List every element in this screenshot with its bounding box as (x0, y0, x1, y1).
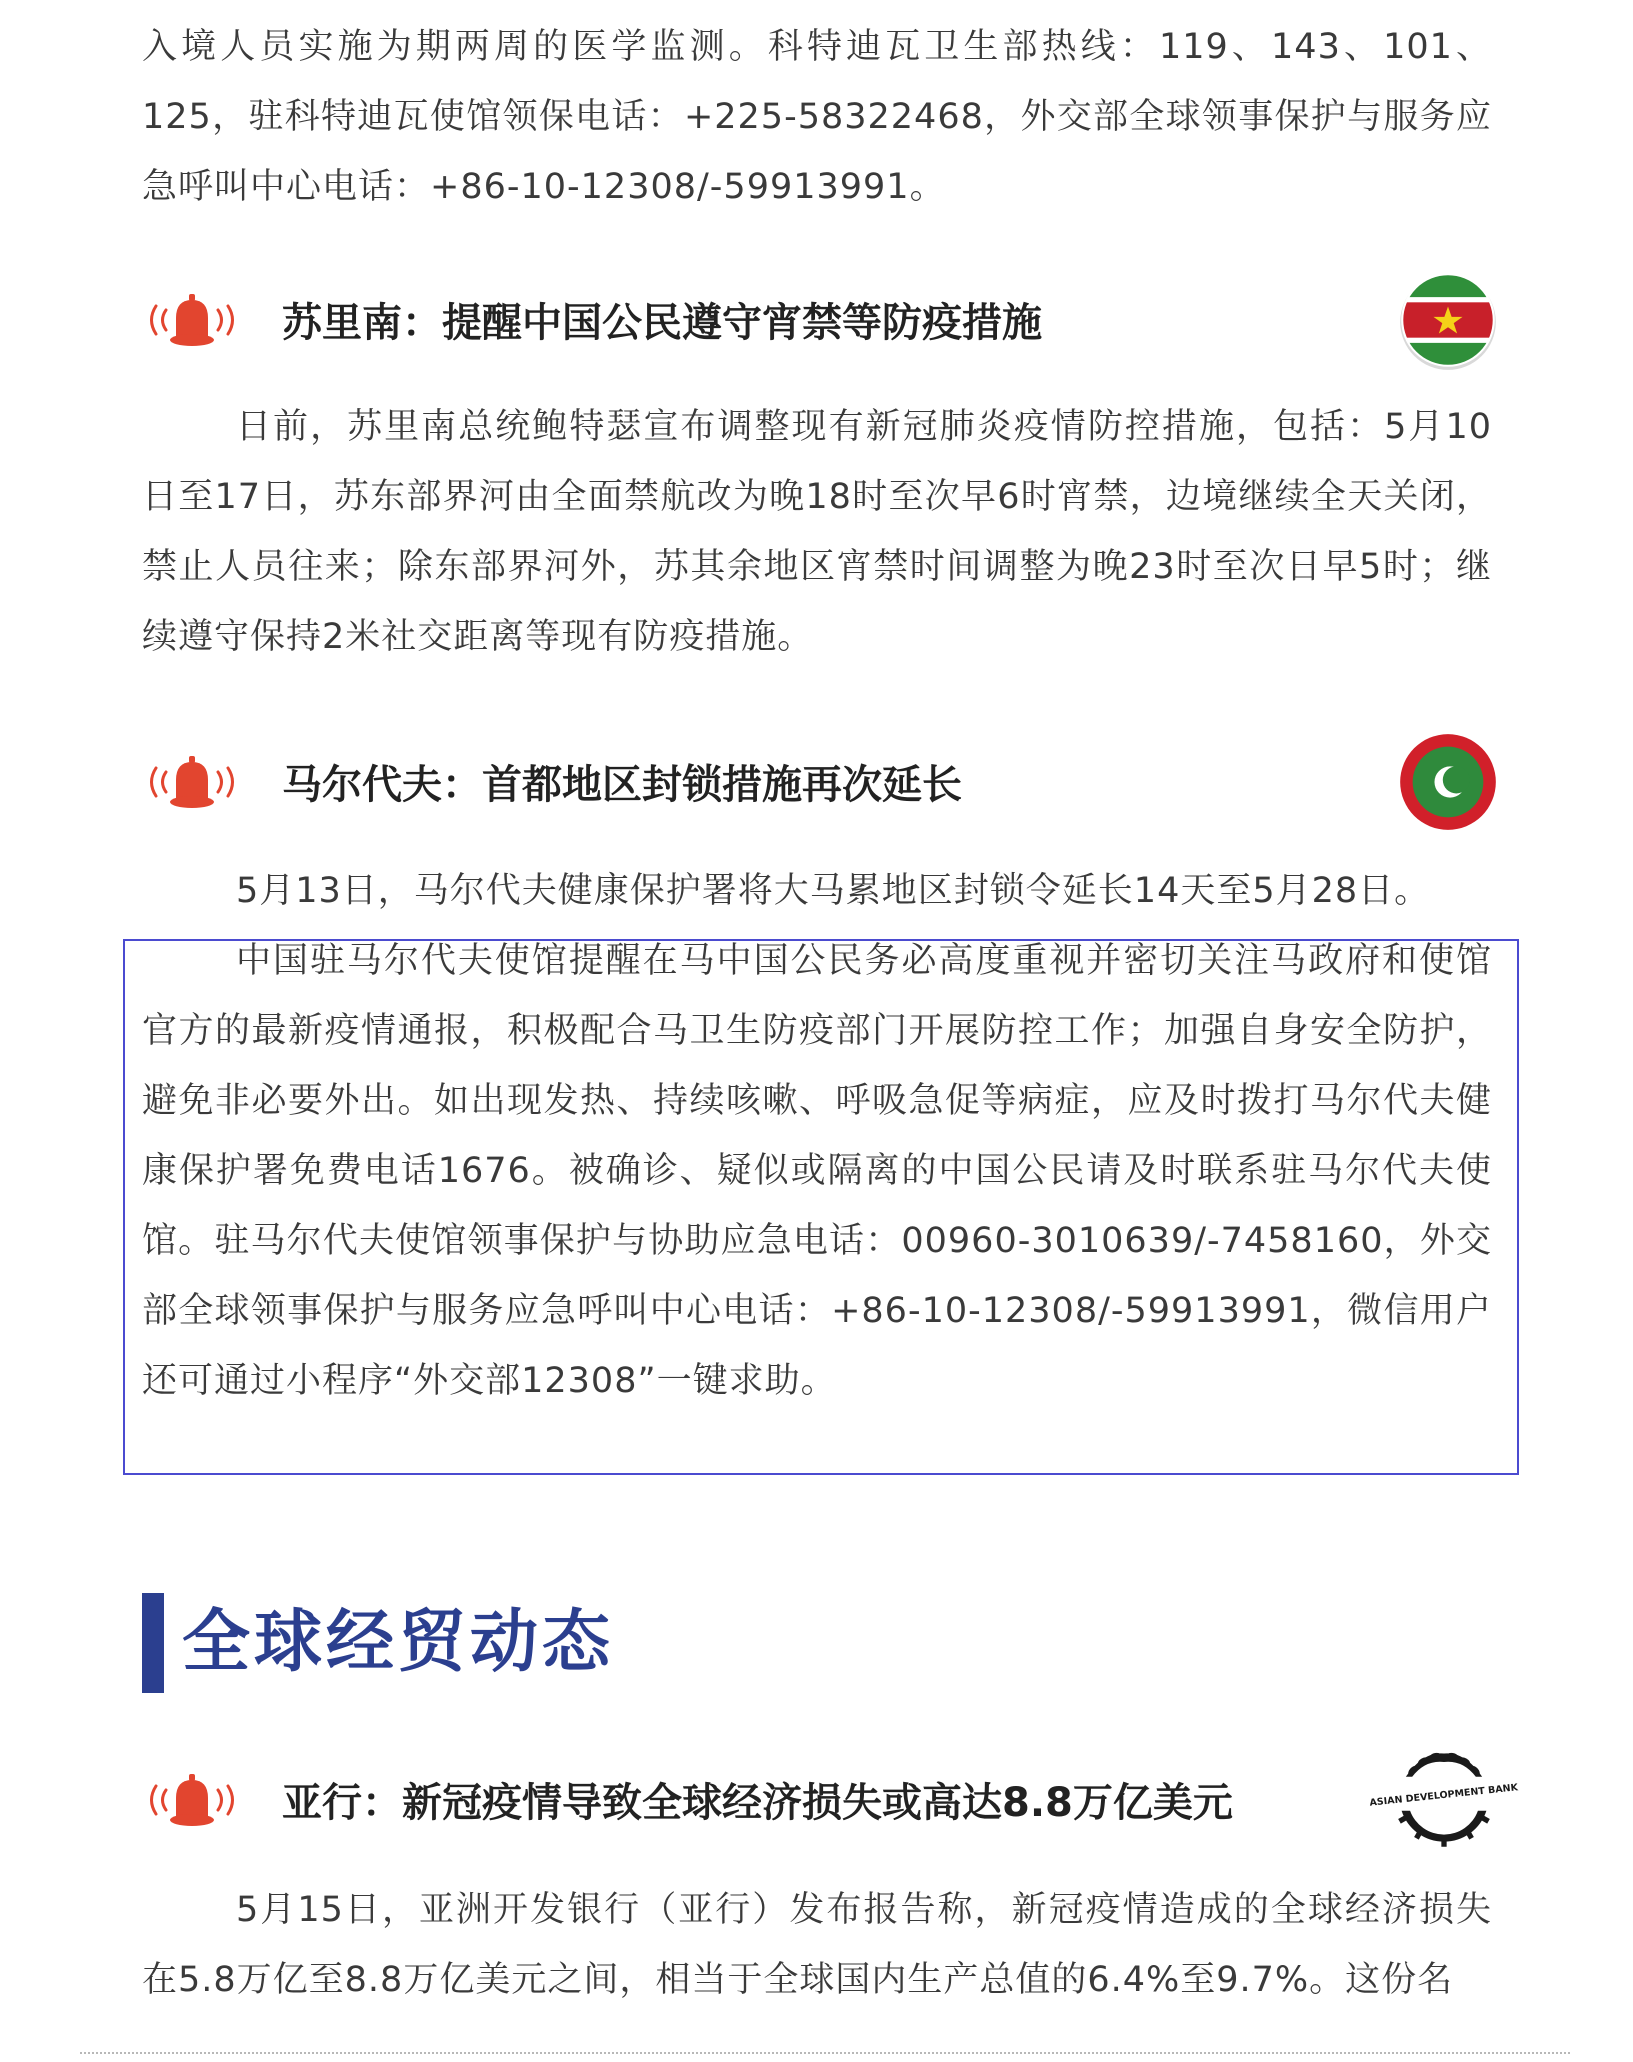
intro-paragraph: 入境人员实施为期两周的医学监测。科特迪瓦卫生部热线：119、143、101、125，驻科特迪瓦使馆领保电话：+225-58322468，外交部全球领事保护与服务应急呼叫中心电话：+86-10-12308/-59913991。 (142, 27, 1492, 207)
alarm-bell-icon (142, 750, 242, 820)
adb-logo-text: ASIAN DEVELOPMENT BANK (1368, 1782, 1519, 1809)
maldives-body-1: 5月13日，马尔代夫健康保护署将大马累地区封锁令延长14天至5月28日。 (236, 871, 1431, 911)
maldives-headline-row (142, 730, 1542, 840)
suriname-body: 日前，苏里南总统鲍特瑟宣布调整现有新冠肺炎疫情防控措施，包括：5月10日至17日，苏东部界河由全面禁航改为晚18时至次早6时宵禁，边境继续全天关闭，禁止人员往来；除东部界河外，苏其余地区宵禁时间调整为晚23时至次日早5时；继续遵守保持2米社交距离等现有防疫措施。 (142, 407, 1492, 657)
adb-headline-row (142, 1748, 1542, 1858)
suriname-headline-row (142, 268, 1542, 378)
adb-logo-icon (1368, 1745, 1519, 1851)
maldives-flag-icon (1396, 730, 1500, 834)
adb-body: 5月15日，亚洲开发银行（亚行）发布报告称，新冠疫情造成的全球经济损失在5.8万亿至8.8万亿美元之间，相当于全球国内生产总值的6.4%至9.7%。这份名 (142, 1890, 1492, 2000)
alarm-bell-icon (142, 288, 242, 358)
adb-headline: 亚行：新冠疫情导致全球经济损失或高达8.8万亿美元 (282, 1780, 1233, 1826)
section-title: 全球经贸动态 (182, 1603, 615, 1682)
maldives-headline: 马尔代夫：首都地区封锁措施再次延长 (282, 762, 962, 808)
suriname-headline: 苏里南：提醒中国公民遵守宵禁等防疫措施 (282, 300, 1042, 346)
maldives-body-2: 中国驻马尔代夫使馆提醒在马中国公民务必高度重视并密切关注马政府和使馆官方的最新疫情通报，积极配合马卫生防疫部门开展防控工作；加强自身安全防护，避免非必要外出。如出现发热、持续咳嗽、呼吸急促等病症，应及时拨打马尔代夫健康保护署免费电话1676。被确诊、疑似或隔离的中国公民请及时联系驻马尔代夫使馆。驻马尔代夫使馆领事保护与协助应急电话：00960-3010639/-7458160，外交部全球领事保护与服务应急呼叫中心电话：+86-10-12308/-59913991，微信用户还可通过小程序“外交部12308”一键求助。 (142, 941, 1492, 1401)
section-accent-bar (142, 1593, 164, 1693)
alarm-bell-icon (142, 1768, 242, 1838)
suriname-flag-icon (1396, 268, 1500, 372)
divider-line (80, 2052, 1570, 2054)
